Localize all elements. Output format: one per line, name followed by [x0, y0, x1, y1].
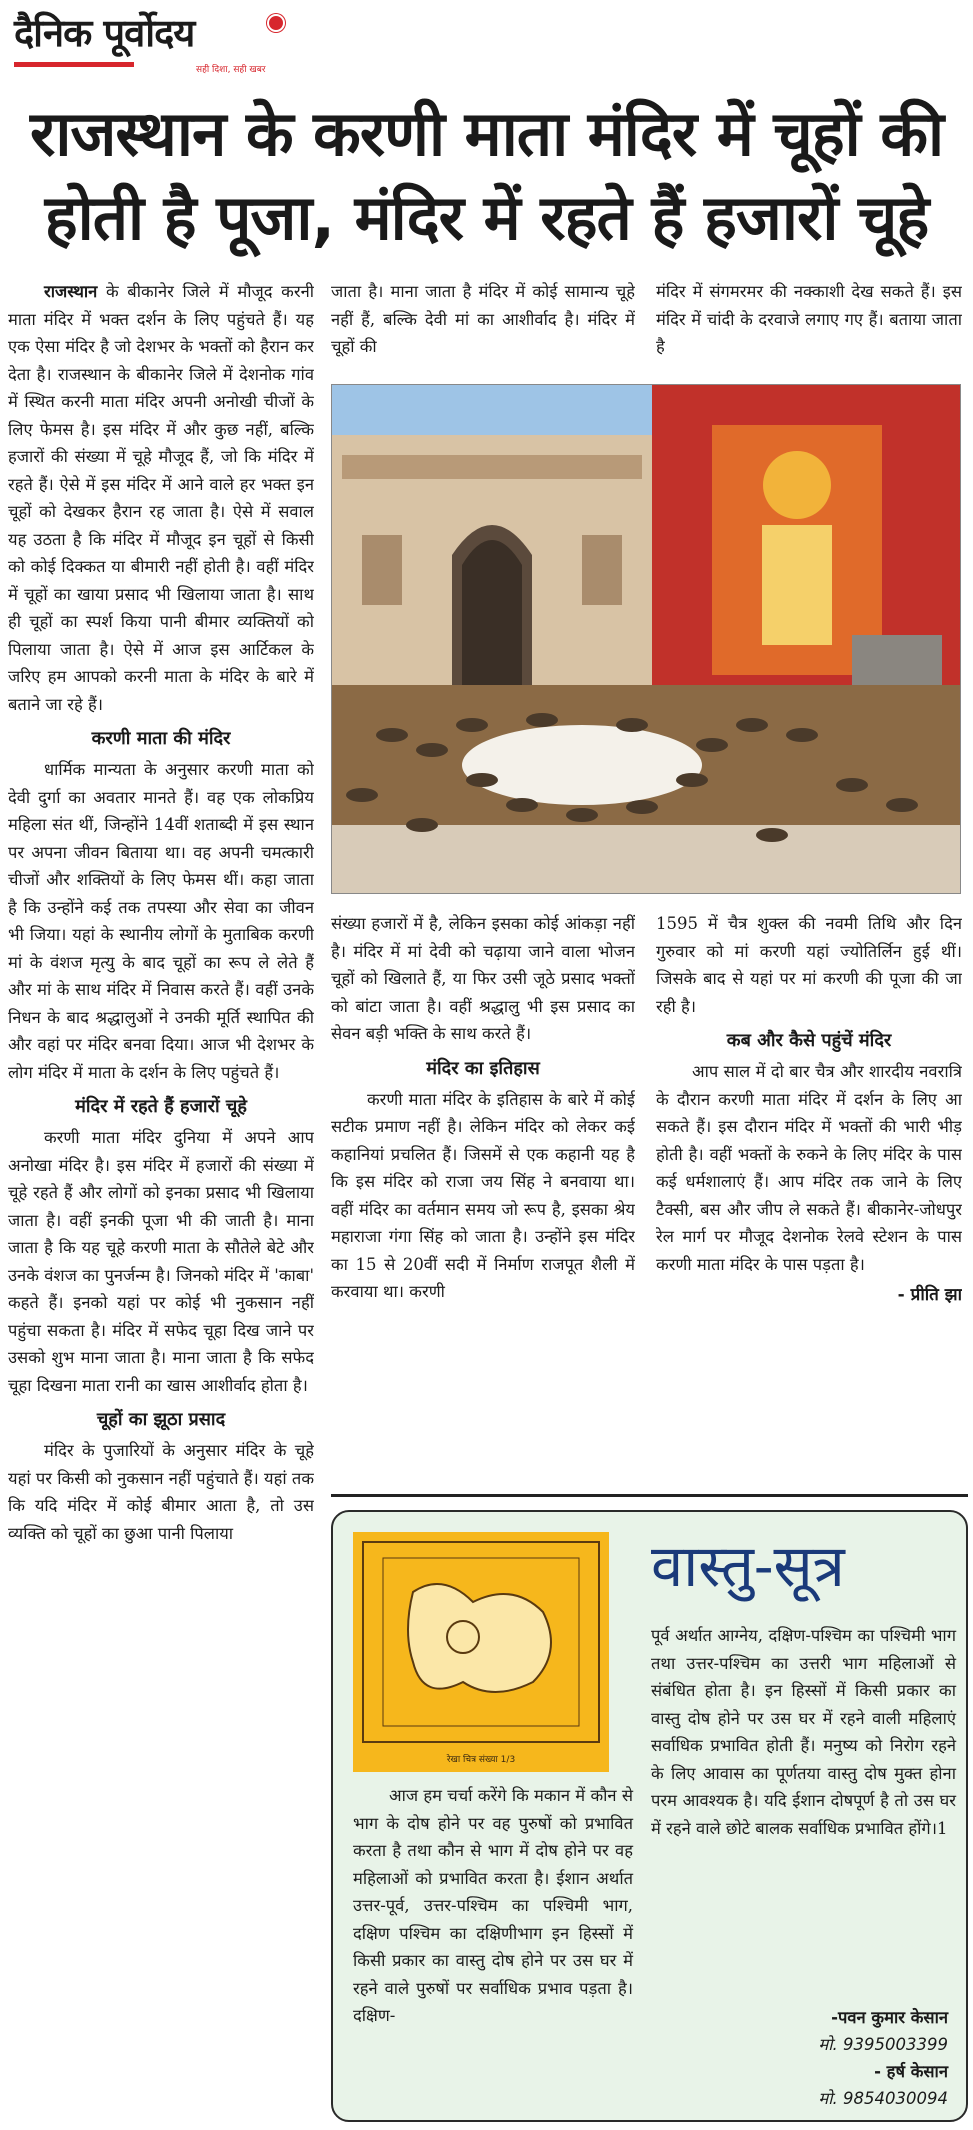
col3-top-text: मंदिर में संगमरमर की नक्काशी देख सकते हैं। इस मंदिर में चांदी के दरवाजे लगाए गए हैं। बताया जाता है [656, 282, 962, 356]
lead-word: राजस्थान [44, 282, 98, 301]
section-divider [331, 1494, 968, 1497]
vastu-purush-icon [353, 1532, 609, 1772]
article-column-1 [8, 278, 314, 2126]
masthead-rule [14, 62, 134, 67]
vastu-text-left [353, 1782, 633, 2030]
col3-para-1: 1595 में चैत्र शुक्ल की नवमी तिथि और दिन गुरुवार को मां करणी यहां ज्योतिर्लिन हुई थीं। जिसके बाद से यहां पर मां करणी की पूजा की जा रही है। [656, 914, 962, 1016]
vastu-sutra-box [331, 1510, 968, 2122]
vastu-text-right: पूर्व अर्थात आग्नेय, दक्षिण-पश्चिम का पश्चिमी भाग तथा उत्तर-पश्चिम का उत्तरी भाग महिलाओं से संबंधित होता है। इन हिस्सों में किसी प्रकार का वास्तु दोष होने पर उस घर में रहने वाली महिलाएं सर्वाधिक प्रभावित होती हैं। मनुष्य को निरोग रहने के लिए आवास का पूर्णतया वास्तु दोष मुक्त होना परम आवश्यक है। यदि ईशान दोषपूर्ण है तो उस घर में रहने वाले छोटे बालक सर्वाधिक प्रभावित होंगे।1 [651, 1626, 956, 1838]
diagram-caption: रेखा चित्र संख्या 1/3 [446, 1755, 516, 1765]
masthead-logo [10, 6, 310, 76]
article-column-3 [656, 910, 962, 1490]
subhead-karni-temple: करणी माता की मंदिर [91, 728, 231, 749]
subhead-prasad: चूहों का झूठा प्रसाद [96, 1409, 226, 1430]
subhead-history: मंदिर का इतिहास [426, 1057, 540, 1079]
vastu-title: वास्तु-सूत्र [651, 1532, 845, 1600]
vastu-credits [818, 2004, 948, 2112]
temple-rats-image [332, 385, 961, 894]
col2-para-1: संख्या हजारों में है, लेकिन इसका कोई आंकड़ा नहीं है। मंदिर में मां देवी को चढ़ाया जाने वाला भोजन चूहों को खिलाते हैं, या फिर उसी जूठे प्रसाद भक्तों को बांटा जाता है। वहीं श्रद्धालु भी इस प्रसाद का सेवन बड़ी भक्ति के साथ करते हैं। [331, 914, 635, 1043]
phone-2: मो. 9854030094 [818, 2089, 948, 2108]
author-1: -पवन कुमार केसान [831, 2008, 948, 2027]
col1-para-2: धार्मिक मान्यता के अनुसार करणी माता को देवी दुर्गा का अवतार मानते हैं। वह एक लोकप्रिय महिला संत थीं, जिन्होंने 14वीं शताब्दी में इस स्थान पर अपना जीवन बिताया था। वह अपनी चमत्कारी चीजों और शक्तियों के लिए फेमस थीं। कहा जाता है कि उन्होंने कई तक तपस्या और सेवा का जीवन भी जिया। यहां के स्थानीय लोगों के मुताबिक करणी मां के वंशज मृत्यु के बाद चूहों का रूप ले लेते हैं और मां के साथ मंदिर में निवास करते हैं। वहीं उनके निधन के बाद श्रद्धालुओं ने उनकी मूर्ति स्थापित की और वहां पर मंदिर बनवा दिया। आज भी देशभर के लोग मंदिर में माता के दर्शन के लिए पहुंचते हैं। [8, 760, 314, 1082]
article-column-3-top [656, 278, 962, 378]
masthead-tagline: सही दिशा, सही खबर [196, 65, 266, 75]
newspaper-name: दैनिक पूर्वोदय [14, 11, 195, 55]
col1-para-3: करणी माता मंदिर दुनिया में अपने आप अनोखा मंदिर है। इस मंदिर में हजारों की संख्या में चूहे रहते हैं और लोगों को इनका प्रसाद भी खिलाया जाता है। वहीं इनकी पूजा भी की जाती है। माना जाता है कि यह चूहे करणी माता के सौतेले बेटे और उनके वंशज का पुनर्जन्म है। जिनको मंदिर में 'काबा' कहते हैं। इनको यहां पर कोई भी नुकसान नहीं पहुंचा सकता है। मंदिर में सफेद चूहा दिख जाने पर उसको शुभ माना जाता है। माना जाता है कि सफेद चूहा दिखना माता रानी का खास आशीर्वाद होता है। [8, 1128, 314, 1395]
subhead-rats-live: मंदिर में रहते हैं हजारों चूहे [75, 1096, 247, 1117]
logo-dot-icon [267, 14, 285, 32]
subhead-how-to-reach: कब और कैसे पहुंचें मंदिर [726, 1030, 892, 1051]
headline-line-1: राजस्थान के करणी माता मंदिर में चूहों की [30, 97, 943, 170]
col2-top-text: जाता है। माना जाता है मंदिर में कोई सामान्य चूहे नहीं हैं, बल्कि देवी मां का आशीर्वाद है। मंदिर में चूहों की [331, 282, 635, 356]
temple-photo [331, 384, 961, 894]
vastu-diagram [353, 1532, 609, 1772]
col2-para-2: करणी माता मंदिर के इतिहास के बारे में कोई सटीक प्रमाण नहीं है। लेकिन मंदिर को लेकर कई कहानियां प्रचलित हैं। जिसमें से एक कहानी यह है कि इस मंदिर को राजा जय सिंह ने बनवाया था। वहीं मंदिर का वर्तमान समय जो रूप है, इसका श्रेय महाराजा गंगा सिंह को जाता है। उन्होंने इस मंदिर का 15 से 20वीं सदी में निर्माण राजपूत शैली में करवाया था। करणी [331, 1089, 635, 1301]
phone-1: मो. 9395003399 [818, 2035, 948, 2054]
vastu-intro: आज हम चर्चा करेंगे कि मकान में कौन से भाग के दोष होने पर वह पुरुषों को प्रभावित करता है तथा कौन से भाग में दोष होने पर वह महिलाओं को प्रभावित करता है। ईशान अर्थात उत्तर-पूर्व, उत्तर-पश्चिम का पश्चिमी भाग, दक्षिण पश्चिम का दक्षिणीभाग इन हिस्सों में किसी प्रकार का वास्तु दोष होने पर उस घर में रहने वाले पुरुषों पर सर्वाधिक प्रभाव पड़ता है। दक्षिण- [353, 1786, 633, 2025]
article-column-2-top [331, 278, 635, 378]
article-column-2 [331, 910, 635, 1490]
article-byline: - प्रीति झा [897, 1285, 962, 1305]
headline-line-2: होती है पूजा, मंदिर में रहते हैं हजारों चूहे [44, 181, 929, 254]
col1-para-1: के बीकानेर जिले में मौजूद करनी माता मंदिर में भक्त दर्शन के लिए पहुंचते हैं। यह एक ऐसा मंदिर है जो देशभर के भक्तों को हैरान कर देता है। राजस्थान के बीकानेर जिले में देशनोक गांव में स्थित करनी माता मंदिर अपनी अनोखी चीजों के लिए फेमस है। इस मंदिर में और कुछ नहीं, बल्कि हजारों की संख्या में चूहे मौजूद हैं, जो कि मंदिर में रहते हैं। ऐसे में इस मंदिर में आने वाले हर भक्त इन चूहों को देखकर हैरान रह जाता है। ऐसे में सवाल यह उठता है कि मंदिर में मौजूद इन चूहों से किसी को कोई दिक्कत या बीमारी नहीं होती है। वहीं मंदिर में चूहों का खाया प्रसाद भी खिलाया जाता है। साथ ही चूहों का स्पर्श किया पानी बीमार व्यक्तियों को पिलाया जाता है। ऐसे में आज इस आर्टिकल के जरिए हम आपको करनी माता के मंदिर के बारे में बताने जा रहे हैं। [8, 282, 314, 714]
col1-para-4: मंदिर के पुजारियों के अनुसार मंदिर के चूहे यहां पर किसी को नुकसान नहीं पहुंचाते हैं। यहां तक कि यदि मंदिर में कोई बीमार आता है, तो उस व्यक्ति को चूहों का छुआ पानी पिलाया [8, 1441, 314, 1543]
author-2: - हर्ष केसान [874, 2062, 948, 2081]
headline [0, 92, 973, 260]
col3-para-2: आप साल में दो बार चैत्र और शारदीय नवरात्रि के दौरान करणी माता मंदिर में दर्शन के लिए आ सकते हैं। इस दौरान मंदिर में भक्तों की भारी भीड़ होती है। वहीं भक्तों के रुकने के लिए मंदिर के पास कई धर्मशालाएं हैं। आप मंदिर तक जाने के लिए टैक्सी, बस और जीप ले सकते हैं। बीकानेर-जोधपुर रेल मार्ग पर मौजूद देशनोक रेलवे स्टेशन के पास करणी माता मंदिर के पास पड़ता है। [656, 1062, 962, 1274]
